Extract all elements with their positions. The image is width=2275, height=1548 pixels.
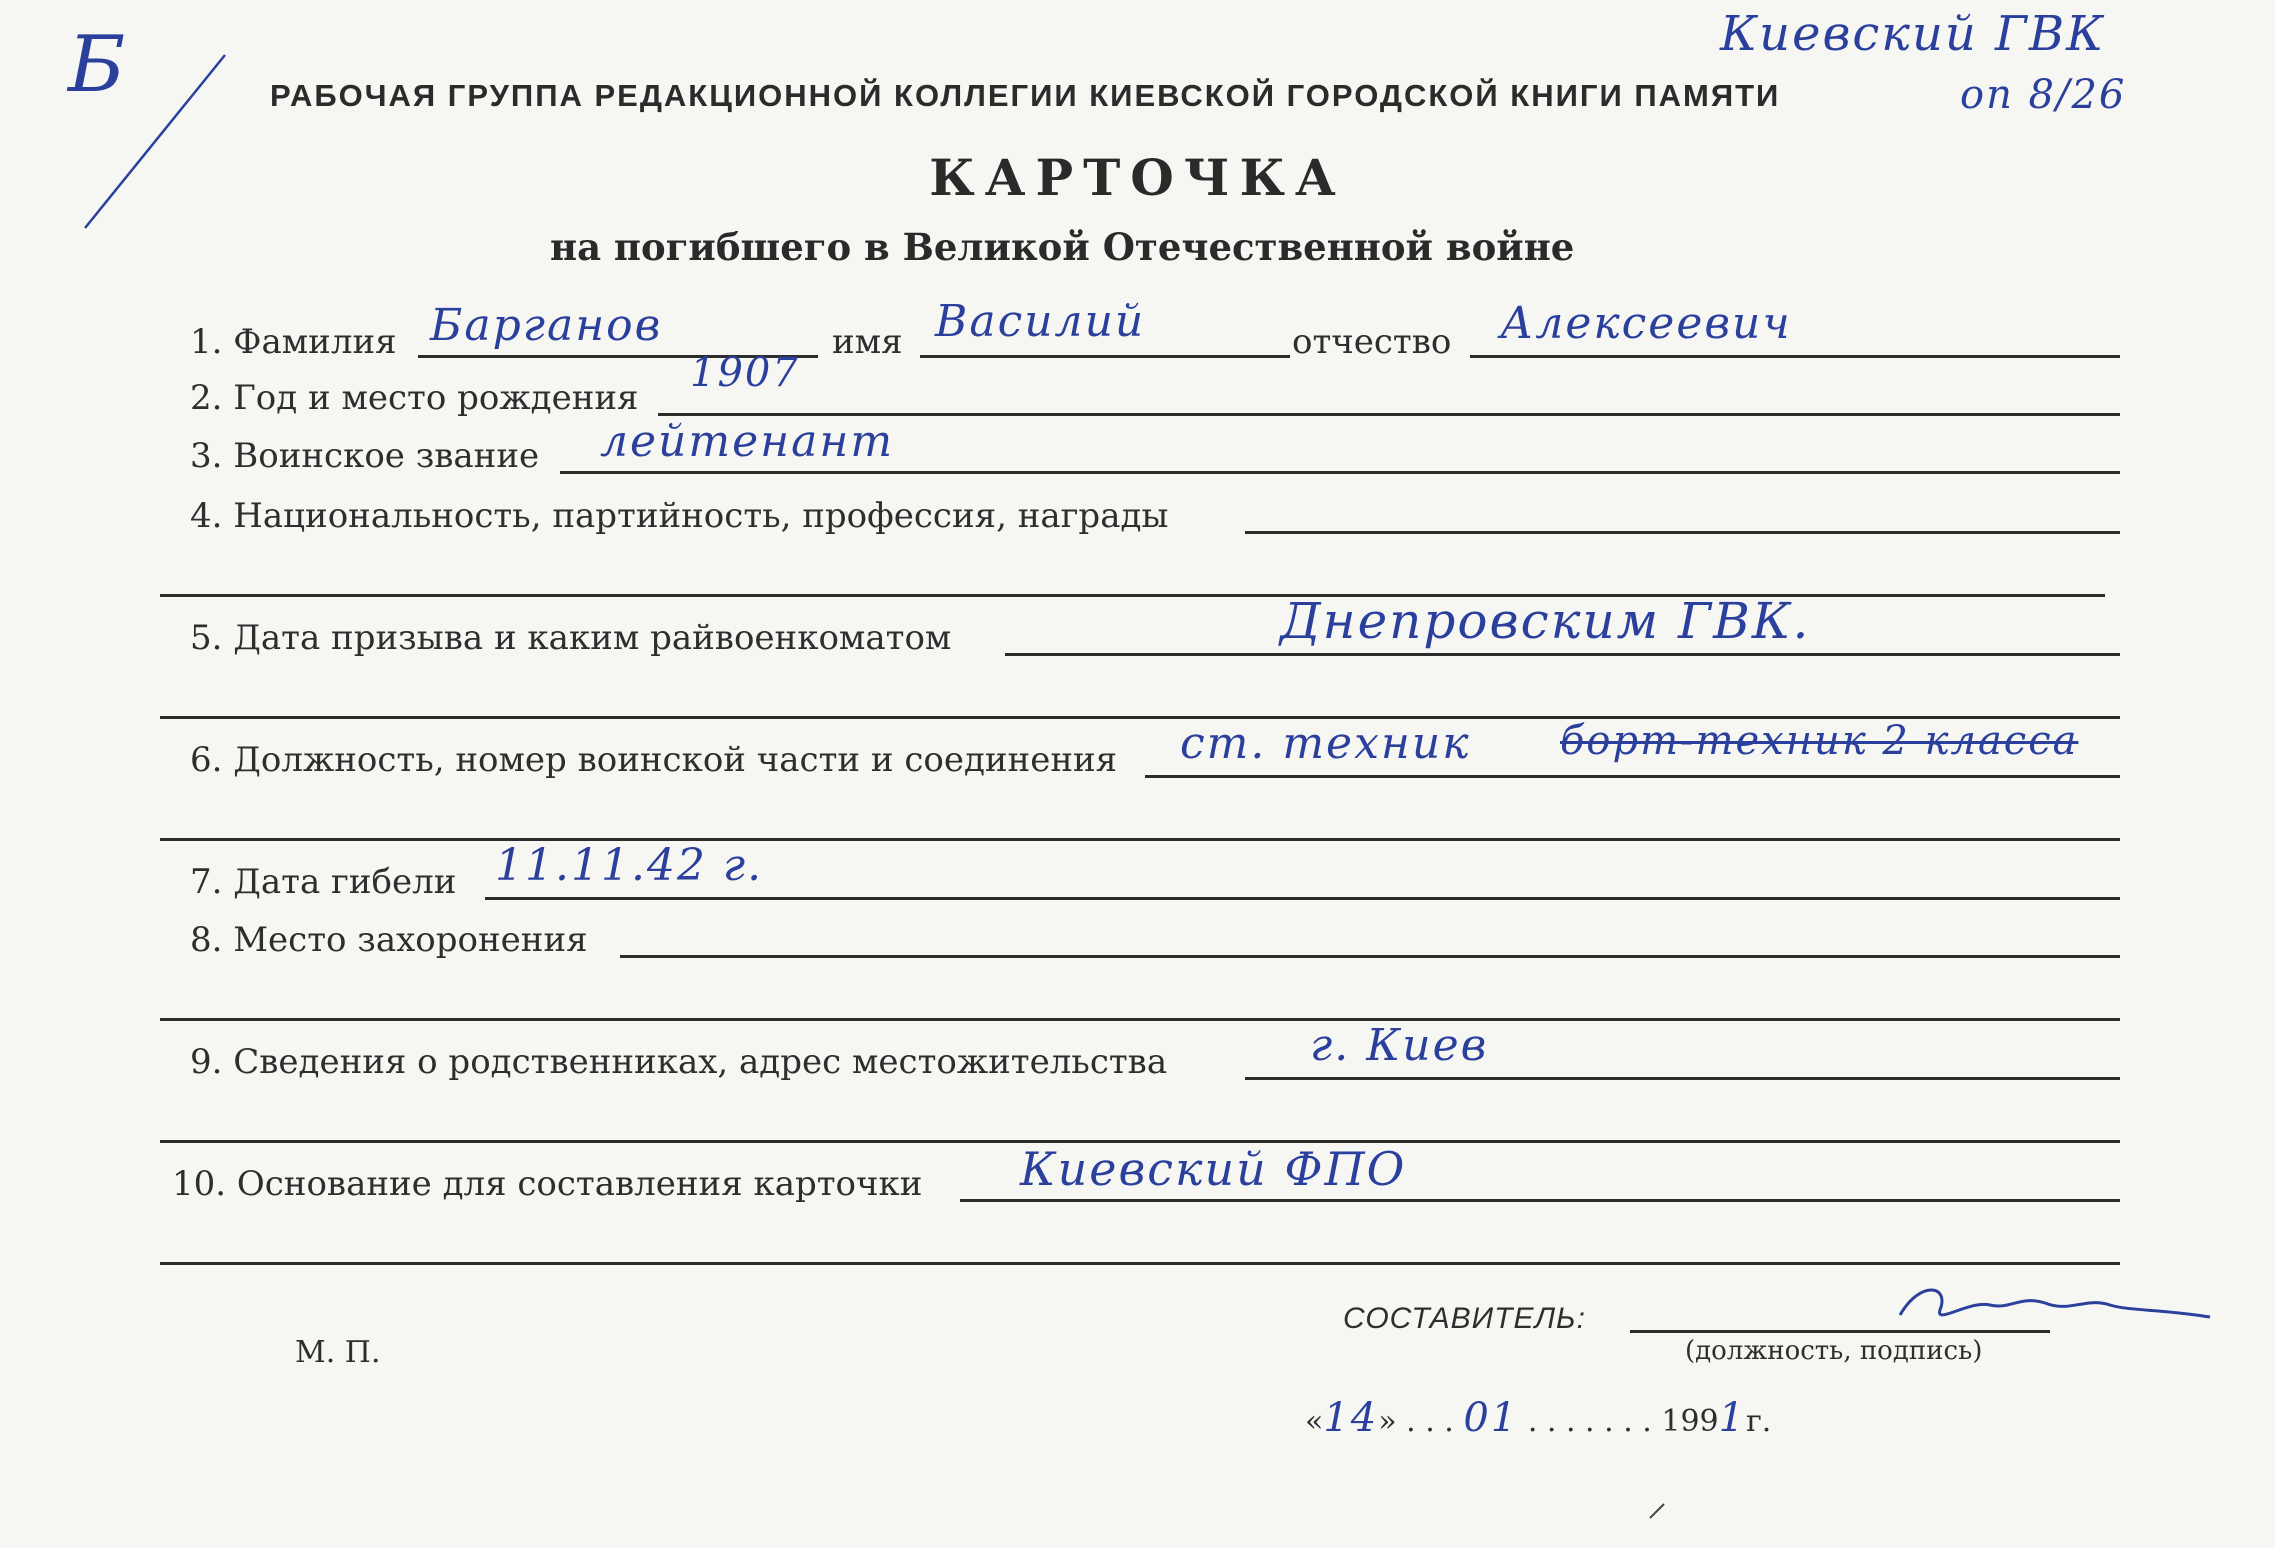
field-10-value: Киевский ФПО <box>1020 1142 1407 1196</box>
field-1-patronymic-value: Алексеевич <box>1500 298 1792 349</box>
field-9-value: г. Киев <box>1310 1020 1489 1071</box>
date-year: 199 <box>1661 1404 1719 1439</box>
field-10-label: 10. Основание для составления карточки <box>172 1164 923 1204</box>
date-month: 01 <box>1463 1395 1519 1441</box>
organization-header: РАБОЧАЯ ГРУППА РЕДАКЦИОННОЙ КОЛЛЕГИИ КИЕВСКОЙ ГОРОДСКОЙ КНИГИ ПАМЯТИ <box>270 78 1781 113</box>
field-6-line <box>1145 775 2120 778</box>
card-title: КАРТОЧКА <box>929 148 1346 207</box>
field-7-label: 7. Дата гибели <box>190 862 457 902</box>
field-4-label: 4. Национальность, партийность, профессия, награды <box>190 496 1169 536</box>
field-8-line-2 <box>160 1018 2120 1021</box>
field-5-label: 5. Дата призыва и каким райвоенкоматом <box>190 618 952 658</box>
corner-slash <box>80 50 230 240</box>
field-6-line-2 <box>160 838 2120 841</box>
date-suffix: г. <box>1746 1404 1772 1439</box>
compiler-signature <box>1880 1275 2220 1345</box>
corner-letter: Б <box>68 20 128 110</box>
field-1-name-value: Василий <box>935 296 1146 347</box>
field-6-value: ст. техник <box>1180 718 1471 769</box>
field-5-value: Днепровским ГВК. <box>1280 592 1811 650</box>
field-1-patronymic-line <box>1470 355 2120 358</box>
field-9-line <box>1245 1077 2120 1080</box>
field-4-line <box>1245 531 2120 534</box>
field-6-label: 6. Должность, номер воинской части и соединения <box>190 740 1118 780</box>
field-1-surname-label: 1. Фамилия <box>190 322 397 362</box>
field-4-line-2 <box>160 594 2105 597</box>
date-year-digit: 1 <box>1718 1395 1747 1441</box>
field-7-line <box>485 897 2120 900</box>
field-6-value-struck: борт-техник 2 класса <box>1560 718 2079 764</box>
card-subtitle: на погибшего в Великой Отечественной войне <box>550 225 1575 269</box>
field-2-label: 2. Год и место рождения <box>190 378 639 418</box>
field-1-surname-value: Барганов <box>430 300 663 351</box>
date-mid: » . . . <box>1378 1404 1454 1439</box>
date-dots: . . . . . . . <box>1527 1404 1652 1439</box>
field-2-value: 1907 <box>690 350 800 396</box>
field-5-line <box>1005 653 2120 656</box>
field-3-line <box>560 471 2120 474</box>
field-1-name-label: имя <box>832 322 903 362</box>
field-3-label: 3. Воинское звание <box>190 436 540 476</box>
field-7-value: 11.11.42 г. <box>495 840 764 891</box>
field-1-name-line <box>920 355 1290 358</box>
date-day: 14 <box>1323 1395 1379 1441</box>
field-1-patronymic-label: отчество <box>1292 322 1452 362</box>
field-8-label: 8. Место захоронения <box>190 920 588 960</box>
compiler-hint: (должность, подпись) <box>1685 1336 1983 1366</box>
field-8-line <box>620 955 2120 958</box>
archive-note-line1: Киевский ГВК <box>1720 6 2106 62</box>
field-3-value: лейтенант <box>600 416 895 467</box>
date-open: « <box>1305 1404 1324 1439</box>
compiler-label: СОСТАВИТЕЛЬ: <box>1343 1302 1586 1335</box>
archive-note-line2: оп 8/26 <box>1960 72 2127 118</box>
stray-mark <box>1648 1500 1668 1520</box>
field-10-line-2 <box>160 1262 2120 1265</box>
stamp-place-label: М. П. <box>295 1335 381 1370</box>
field-10-line <box>960 1199 2120 1202</box>
field-9-label: 9. Сведения о родственниках, адрес местожительства <box>190 1042 1168 1082</box>
date-line <box>1305 1395 1771 1441</box>
